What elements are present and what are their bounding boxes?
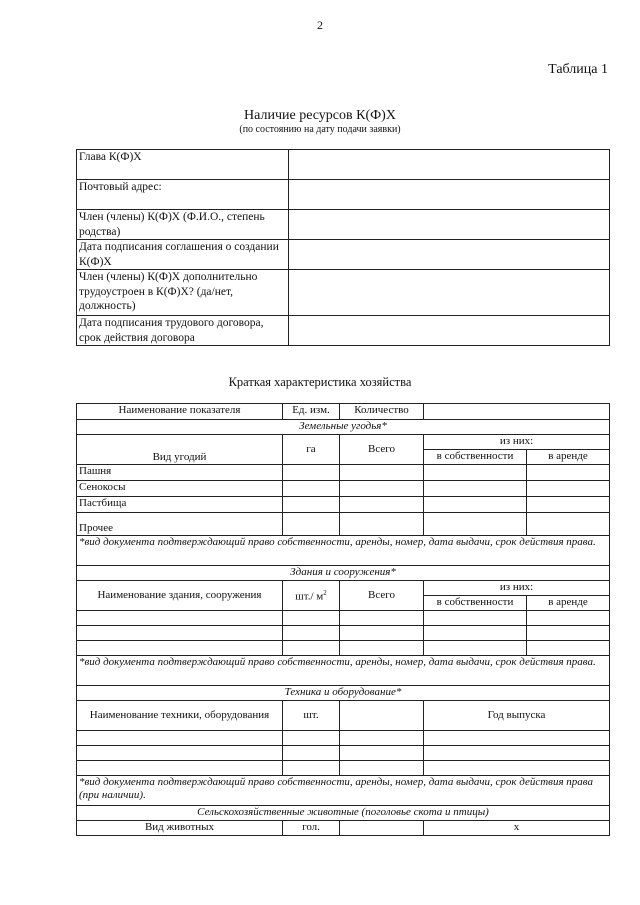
buildings-cell[interactable] [283,626,340,641]
buildings-footnote: *вид документа подтверждающий право собственности, аренды, номер, дата выдачи, срок действия права. [77,656,610,686]
buildings-cell[interactable] [424,611,527,626]
animals-unit-header: гол. [283,821,340,836]
document-subtitle: (по состоянию на дату подачи заявки) [239,124,401,135]
land-cell[interactable] [340,513,424,536]
buildings-cell[interactable] [527,641,610,656]
equipment-unit-header: шт. [283,701,340,731]
equipment-cell[interactable] [283,746,340,761]
land-cell[interactable] [340,481,424,497]
land-row-label: Сенокосы [77,481,283,497]
equipment-cell[interactable] [77,761,283,776]
page-number: 2 [317,18,323,32]
buildings-of-them-header: из них: [424,581,610,596]
header-name: Наименование показателя [77,404,283,420]
equipment-cell[interactable] [340,731,424,746]
buildings-cell[interactable] [340,626,424,641]
header-qty: Количество [340,404,424,420]
resources-label: Член (члены) К(Ф)Х (Ф.И.О., степень родства) [77,210,289,240]
land-total-header: Всего [340,435,424,465]
animals-empty-header [340,821,424,836]
equipment-cell[interactable] [424,761,610,776]
buildings-cell[interactable] [283,641,340,656]
resources-value-cell[interactable] [289,210,610,240]
land-cell[interactable] [424,481,527,497]
land-cell[interactable] [283,481,340,497]
land-cell[interactable] [424,465,527,481]
equipment-cell[interactable] [283,761,340,776]
buildings-cell[interactable] [424,626,527,641]
land-cell[interactable] [527,481,610,497]
equipment-name-header: Наименование техники, оборудования [77,701,283,731]
land-cell[interactable] [283,513,340,536]
resources-value-cell[interactable] [289,316,610,346]
animals-section-title: Сельскохозяйственные животные (поголовье скота и птицы) [77,806,610,821]
equipment-cell[interactable] [340,746,424,761]
buildings-total-header: Всего [340,581,424,611]
land-cell[interactable] [424,513,527,536]
equipment-cell[interactable] [77,746,283,761]
land-unit-header: га [283,435,340,465]
document-title: Наличие ресурсов К(Ф)Х [244,108,396,123]
header-unit: Ед. изм. [283,404,340,420]
land-section-title: Земельные угодья* [77,420,610,435]
buildings-cell[interactable] [424,641,527,656]
resources-value-cell[interactable] [289,180,610,210]
land-cell[interactable] [527,497,610,513]
animals-type-header: Вид животных [77,821,283,836]
buildings-unit-header: шт./ $м^2$ [283,581,340,611]
equipment-footnote: *вид документа подтверждающий право собственности, аренды, номер, дата выдачи, срок действия права (при наличии). [77,776,610,806]
land-footnote: *вид документа подтверждающий право собственности, аренды, номер, дата выдачи, срок действия права. [77,536,610,566]
equipment-year-header: Год выпуска [424,701,610,731]
buildings-cell[interactable] [77,641,283,656]
buildings-cell[interactable] [340,641,424,656]
resources-label: Глава К(Ф)Х [77,150,289,180]
equipment-section-title: Техника и оборудование* [77,686,610,701]
land-row-label: Пашня [77,465,283,481]
equipment-cell[interactable] [340,761,424,776]
land-row-label: Прочее [77,513,283,536]
farm-characteristics-table [76,403,610,836]
buildings-section-title: Здания и сооружения* [77,566,610,581]
resources-label: Член (члены) К(Ф)Х дополнительно трудоустроен в К(Ф)Х? (да/нет, должность) [77,270,289,316]
land-owned-header: в собственности [424,450,527,465]
header-empty-cell [424,404,610,420]
resources-label: Почтовый адрес: [77,180,289,210]
equipment-cell[interactable] [283,731,340,746]
resources-label: Дата подписания трудового договора, срок действия договора [77,316,289,346]
land-row-label: Пастбища [77,497,283,513]
land-cell[interactable] [283,465,340,481]
animals-mark: х [424,821,610,836]
buildings-owned-header: в собственности [424,596,527,611]
buildings-cell[interactable] [77,611,283,626]
resources-value-cell[interactable] [289,150,610,180]
land-leased-header: в аренде [527,450,610,465]
land-cell[interactable] [340,465,424,481]
resources-label: Дата подписания соглашения о создании К(Ф)Х [77,240,289,270]
buildings-cell[interactable] [77,626,283,641]
equipment-cell[interactable] [424,731,610,746]
land-of-them-header: из них: [424,435,610,450]
land-cell[interactable] [527,513,610,536]
buildings-leased-header: в аренде [527,596,610,611]
equipment-cell[interactable] [424,746,610,761]
buildings-cell[interactable] [527,626,610,641]
table-reference: Таблица 1 [548,62,608,77]
buildings-cell[interactable] [283,611,340,626]
land-cell[interactable] [283,497,340,513]
resources-value-cell[interactable] [289,270,610,316]
land-cell[interactable] [527,465,610,481]
resources-value-cell[interactable] [289,240,610,270]
buildings-name-header: Наименование здания, сооружения [77,581,283,611]
land-cell[interactable] [424,497,527,513]
buildings-cell[interactable] [527,611,610,626]
brief-title: Краткая характеристика хозяйства [228,375,412,389]
land-type-header: Вид угодий [77,435,283,465]
buildings-cell[interactable] [340,611,424,626]
resources-table [76,149,610,346]
equipment-cell[interactable] [77,731,283,746]
equipment-empty-header [340,701,424,731]
land-cell[interactable] [340,497,424,513]
